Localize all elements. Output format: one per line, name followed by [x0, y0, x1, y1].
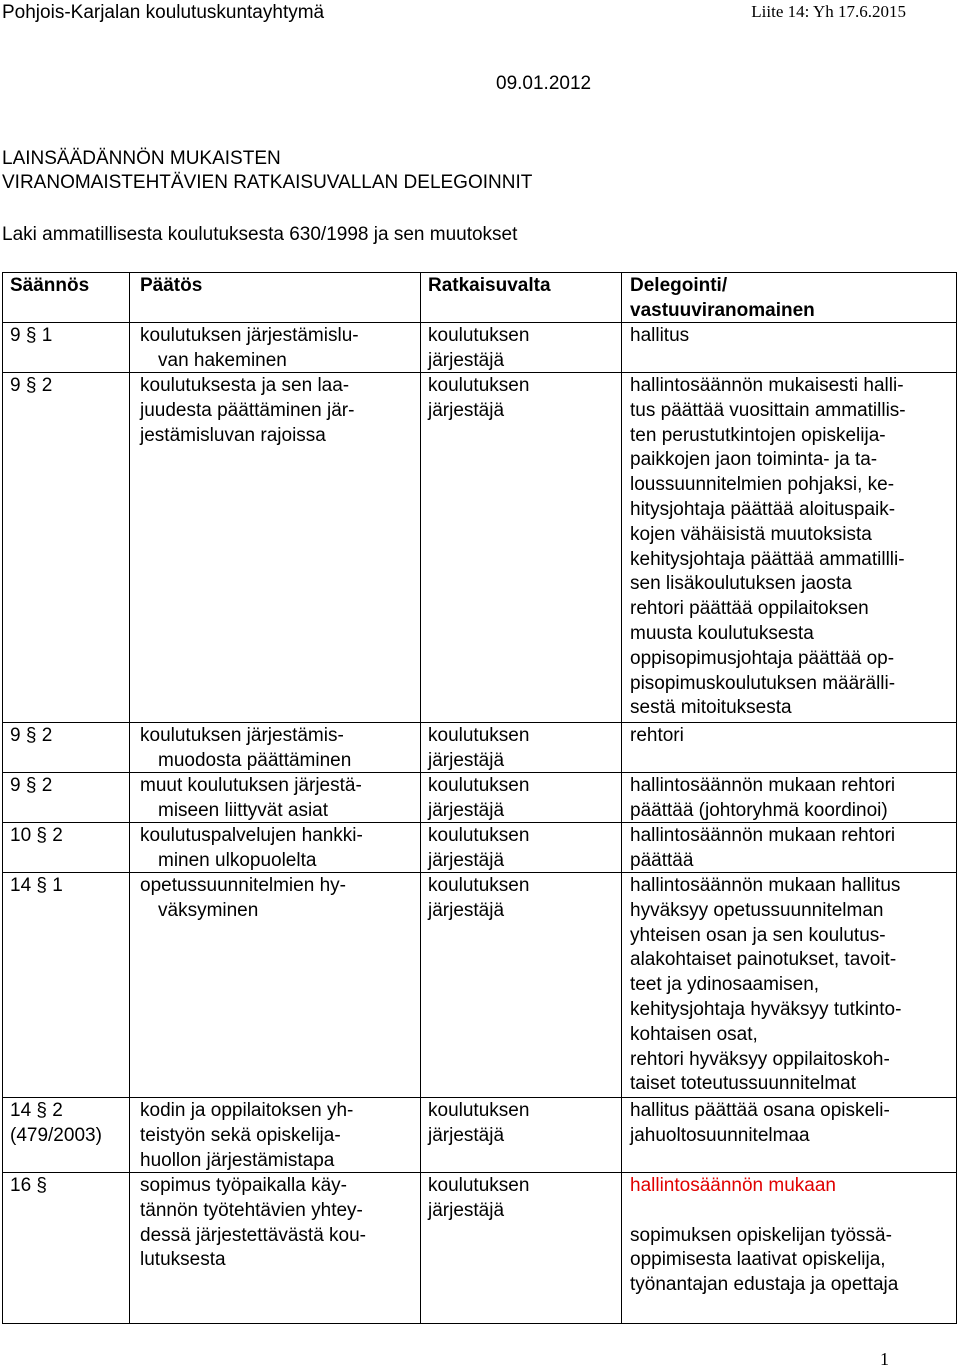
cell-saannos	[10, 774, 52, 799]
cell-line: hallintosäännön mukaan rehtori	[630, 825, 896, 846]
cell-line: koulutuksen	[428, 325, 530, 346]
cell-paatos	[140, 874, 346, 924]
cell-line: 14 § 2	[10, 1100, 63, 1121]
table-border	[2, 272, 957, 273]
cell-line: 9 § 2	[10, 775, 53, 796]
cell-line: tus päättää vuosittain ammatillis-	[630, 399, 906, 421]
cell-line: sopimuksen opiskelijan työssä-	[630, 1224, 892, 1246]
cell-saannos	[10, 1174, 47, 1199]
cell-line: teet ja ydinosaamisen,	[630, 974, 820, 996]
title-line: VIRANOMAISTEHTÄVIEN RATKAISUVALLAN DELEGOINNIT	[2, 172, 533, 193]
column-header-paatos: Päätös	[140, 275, 203, 296]
column-header-line: vastuuviranomainen	[630, 299, 815, 321]
cell-delegointi	[630, 774, 895, 824]
cell-line: järjestäjä	[428, 1124, 505, 1146]
cell-saannos	[10, 824, 63, 849]
cell-delegointi	[630, 324, 689, 349]
column-header-line: Delegointi/	[630, 275, 728, 296]
cell-line: hitysjohtaja päättää aloituspaik-	[630, 498, 896, 520]
cell-line: hallitus	[630, 325, 690, 346]
cell-line: koulutuksen	[428, 1175, 530, 1196]
cell-line: kojen vähäisistä muutoksista	[630, 523, 872, 545]
cell-line: koulutuksesta ja sen laa-	[140, 375, 350, 396]
table-border	[2, 722, 957, 723]
cell-line: väksyminen	[158, 899, 259, 921]
cell-line: yhteisen osan ja sen koulutus-	[630, 924, 886, 946]
cell-line: minen ulkopuolelta	[158, 849, 317, 871]
cell-line: paikkojen jaon toiminta- ja ta-	[630, 449, 878, 471]
cell-line: 9 § 2	[10, 725, 53, 746]
cell-line: sopimus työpaikalla käy-	[140, 1175, 347, 1196]
cell-ratkaisuvalta	[428, 374, 529, 424]
cell-saannos	[10, 724, 52, 749]
cell-line: rehtori	[630, 725, 684, 746]
cell-ratkaisuvalta	[428, 1099, 529, 1149]
cell-line: hallitus päättää osana opiskeli-	[630, 1100, 890, 1121]
table-border	[129, 272, 130, 1324]
cell-saannos	[10, 374, 52, 399]
cell-line: hallintosäännön mukaan hallitus	[630, 875, 901, 896]
cell-line: van hakeminen	[158, 349, 287, 371]
cell-line: pisopimuskoulutuksen määrälli-	[630, 672, 896, 694]
cell-ratkaisuvalta	[428, 874, 529, 924]
cell-paatos	[140, 774, 362, 824]
cell-line: koulutuksen järjestämislu-	[140, 325, 359, 346]
page-number: 1	[880, 1349, 889, 1369]
cell-line: kehitysjohtaja hyväksyy tutkinto-	[630, 998, 902, 1020]
cell-line: loussuunnitelmien pohjaksi, ke-	[630, 474, 895, 496]
cell-line: muodosta päättäminen	[158, 749, 352, 771]
cell-ratkaisuvalta	[428, 824, 529, 874]
cell-line: miseen liittyvät asiat	[158, 799, 329, 821]
cell-line: kodin ja oppilaitoksen yh-	[140, 1100, 354, 1121]
cell-line: koulutuksen	[428, 1100, 530, 1121]
cell-line: 16 §	[10, 1175, 47, 1196]
cell-paatos	[140, 1174, 366, 1273]
column-header-saannos: Säännös	[10, 275, 90, 296]
title-line: LAINSÄÄDÄNNÖN MUKAISTEN	[2, 148, 281, 169]
cell-paatos	[140, 374, 354, 448]
cell-line: järjestäjä	[428, 399, 505, 421]
cell-line: hallintosäännön mukaisesti halli-	[630, 375, 904, 396]
cell-line: rehtori päättää oppilaitoksen	[630, 598, 869, 620]
cell-line: oppisopimusjohtaja päättää op-	[630, 647, 895, 669]
cell-line: 9 § 2	[10, 375, 53, 396]
cell-line: järjestäjä	[428, 799, 505, 821]
delegation-table	[2, 272, 957, 1324]
cell-line: koulutuksen	[428, 825, 530, 846]
cell-paatos	[140, 724, 351, 774]
cell-line: kohtaisen osat,	[630, 1023, 758, 1045]
cell-line: järjestäjä	[428, 849, 505, 871]
cell-line: 14 § 1	[10, 875, 63, 896]
cell-line: päättää	[630, 849, 694, 871]
cell-line: sestä mitoituksesta	[630, 697, 792, 719]
cell-line-red: hallintosäännön mukaan	[630, 1175, 836, 1196]
cell-line: koulutuksen	[428, 375, 530, 396]
cell-ratkaisuvalta	[428, 324, 529, 374]
cell-paatos	[140, 324, 359, 374]
cell-line: sen lisäkoulutuksen jaosta	[630, 573, 852, 595]
cell-line: järjestäjä	[428, 1199, 505, 1221]
cell-line: teistyön sekä opiskelija-	[140, 1124, 341, 1146]
cell-line: opetussuunnitelmien hy-	[140, 875, 346, 896]
column-header-ratkaisuvalta: Ratkaisuvalta	[428, 275, 551, 296]
cell-line: koulutuspalvelujen hankki-	[140, 825, 363, 846]
cell-line: järjestäjä	[428, 899, 505, 921]
cell-line: järjestäjä	[428, 749, 505, 771]
table-border	[956, 272, 957, 1324]
cell-line: järjestäjä	[428, 349, 505, 371]
cell-line: alakohtaiset painotukset, tavoit-	[630, 949, 897, 971]
cell-line: 10 § 2	[10, 825, 63, 846]
cell-ratkaisuvalta	[428, 1174, 529, 1224]
cell-line: työnantajan edustaja ja opettaja	[630, 1274, 899, 1296]
cell-saannos	[10, 874, 63, 899]
cell-saannos	[10, 1099, 102, 1149]
cell-delegointi	[630, 874, 901, 1097]
cell-line: muusta koulutuksesta	[630, 622, 814, 644]
table-border	[2, 272, 3, 1324]
cell-line: (479/2003)	[10, 1124, 102, 1146]
cell-line: dessä järjestettävästä kou-	[140, 1224, 367, 1246]
table-border	[420, 272, 421, 1324]
cell-line: koulutuksen	[428, 775, 530, 796]
cell-line: tännön työtehtävien yhtey-	[140, 1199, 363, 1221]
document-title	[2, 147, 532, 195]
organization-name: Pohjois-Karjalan koulutuskuntayhtymä	[2, 2, 325, 23]
cell-delegointi	[630, 1099, 890, 1149]
cell-line: juudesta päättäminen jär-	[140, 399, 355, 421]
cell-saannos	[10, 324, 52, 349]
cell-delegointi	[630, 1174, 898, 1298]
cell-line: 9 § 1	[10, 325, 53, 346]
cell-line: rehtori hyväksyy oppilaitoskoh-	[630, 1048, 890, 1070]
cell-line: ten perustutkintojen opiskelija-	[630, 424, 886, 446]
table-border	[2, 1323, 957, 1324]
cell-line: kehitysjohtaja päättää ammatillli-	[630, 548, 905, 570]
cell-ratkaisuvalta	[428, 774, 529, 824]
cell-line: päättää (johtoryhmä koordinoi)	[630, 799, 888, 821]
cell-line: lutuksesta	[140, 1249, 226, 1271]
cell-line: hyväksyy opetussuunnitelman	[630, 899, 884, 921]
document-subtitle: Laki ammatillisesta koulutuksesta 630/1998 ja sen muutokset	[2, 224, 518, 245]
cell-paatos	[140, 1099, 353, 1173]
cell-line: oppimisesta laativat opiskelija,	[630, 1249, 886, 1271]
cell-delegointi	[630, 374, 906, 721]
cell-ratkaisuvalta	[428, 724, 529, 774]
table-border	[621, 272, 622, 1324]
cell-line: koulutuksen	[428, 875, 530, 896]
cell-line: hallintosäännön mukaan rehtori	[630, 775, 896, 796]
blank-line	[630, 1199, 898, 1224]
cell-line: taiset toteutussuunnitelmat	[630, 1073, 857, 1095]
cell-delegointi	[630, 824, 895, 874]
column-header-delegointi	[630, 274, 815, 324]
cell-line: muut koulutuksen järjestä-	[140, 775, 362, 796]
cell-line: huollon järjestämistapa	[140, 1149, 335, 1171]
cell-line: koulutuksen	[428, 725, 530, 746]
appendix-label: Liite 14: Yh 17.6.2015	[751, 2, 906, 21]
document-date: 09.01.2012	[496, 73, 592, 94]
cell-line: koulutuksen järjestämis-	[140, 725, 344, 746]
cell-line: jestämisluvan rajoissa	[140, 424, 326, 446]
cell-delegointi	[630, 724, 684, 749]
cell-paatos	[140, 824, 363, 874]
cell-line: jahuoltosuunnitelmaa	[630, 1124, 810, 1146]
